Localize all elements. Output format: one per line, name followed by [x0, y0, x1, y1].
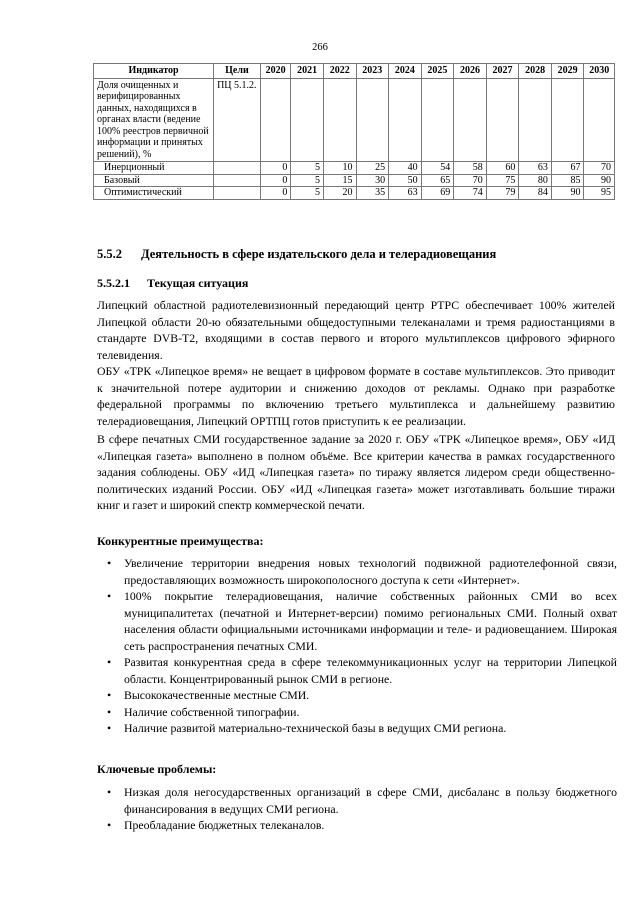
list-item-text: Низкая доля негосударственных организаций в сфере СМИ, дисбаланс в пользу бюджетного финансирования в ведущих СМИ региона.	[124, 785, 617, 816]
bullet-icon: •	[107, 688, 112, 702]
subsection-number: 5.5.2.1	[97, 276, 130, 290]
value-cell: 84	[519, 187, 552, 200]
header-cell: 2020	[260, 64, 291, 79]
bullet-icon: •	[107, 704, 112, 719]
table-row	[94, 162, 615, 175]
empty-cell	[421, 78, 454, 162]
list-item-text: Высококачественные местные СМИ.	[124, 688, 310, 702]
header-cell: 2029	[551, 64, 584, 79]
list-item-text: Увеличение территории внедрения новых технологий подвижной радиотелефонной связи, предоставляющих возможность широкополосного доступа к сети «Интернет».	[124, 556, 617, 587]
value-cell: 75	[486, 174, 519, 187]
value-cell: 90	[584, 174, 615, 187]
empty-cell	[486, 78, 519, 162]
value-cell: 95	[584, 187, 615, 200]
empty-cell	[214, 174, 261, 187]
value-cell: 5	[291, 162, 324, 175]
advantages-heading: Конкурентные преимущества:	[97, 534, 264, 548]
list-item	[97, 555, 617, 588]
page-number: 266	[312, 42, 328, 53]
problems-list	[97, 784, 617, 834]
header-cell: 2030	[584, 64, 615, 79]
empty-cell	[551, 78, 584, 162]
header-cell: 2028	[519, 64, 552, 79]
bullet-icon: •	[107, 818, 112, 832]
problems-heading: Ключевые проблемы:	[97, 762, 217, 776]
bullet-icon: •	[107, 655, 112, 669]
header-cell: 2023	[356, 64, 389, 79]
value-cell: 50	[389, 174, 422, 187]
section-number: 5.5.2	[97, 247, 122, 261]
value-cell: 90	[551, 187, 584, 200]
value-cell: 5	[291, 187, 324, 200]
value-cell: 80	[519, 174, 552, 187]
paragraph: В сфере печатных СМИ государственное задание за 2020 г. ОБУ «ТРК «Липецкое время», ОБУ «ИД «Липецкая газета» выполнено в полном объёме. Все критерии качества в рамках государственного задания соблюдены. ОБУ «ИД «Липецкая газета» по тиражу является лидером среди общественно-политических изданий России. ОБУ «ИД «Липецкая газета» может изготавливать большие тиражи книг и газет и широкий спектр коммерческой печати.	[97, 432, 615, 512]
value-cell: 10	[323, 162, 356, 175]
value-cell: 70	[584, 162, 615, 175]
advantages-list	[97, 555, 617, 737]
list-item-text: 100% покрытие телерадиовещания, наличие собственных районных СМИ во всех муниципалитетах (печатной и Интернет-версии) помимо региональных СМИ. Полный охват населения области официальными источниками информации и теле- и радиовещанием. Широкая сеть распространения печатных СМИ.	[124, 589, 617, 653]
list-item-text: Наличие собственной типографии.	[124, 704, 300, 719]
header-cell: Индикатор	[94, 64, 214, 79]
value-cell: 70	[454, 174, 487, 187]
value-cell: 0	[260, 174, 291, 187]
bullet-icon: •	[107, 785, 112, 799]
empty-cell	[454, 78, 487, 162]
section-title: Деятельность в сфере издательского дела и телерадиовещания	[141, 247, 497, 261]
empty-cell	[214, 187, 261, 200]
indicator-goal: ПЦ 5.1.2.	[214, 78, 261, 162]
value-cell: 67	[551, 162, 584, 175]
value-cell: 15	[323, 174, 356, 187]
empty-cell	[260, 78, 291, 162]
table-row-indicator	[94, 78, 615, 162]
value-cell: 65	[421, 174, 454, 187]
header-cell: Цели	[214, 64, 261, 79]
empty-cell	[584, 78, 615, 162]
value-cell: 0	[260, 187, 291, 200]
value-cell: 63	[519, 162, 552, 175]
bullet-icon: •	[107, 721, 112, 735]
list-item	[97, 704, 617, 721]
bullet-icon: •	[107, 556, 112, 570]
value-cell: 0	[260, 162, 291, 175]
value-cell: 25	[356, 162, 389, 175]
value-cell: 58	[454, 162, 487, 175]
header-cell: 2025	[421, 64, 454, 79]
paragraph: ОБУ «ТРК «Липецкое время» не вещает в цифровом формате в составе мультиплексов. Это приводит к значительной потере аудитории и снижению доходов от рекламы. Однако при разработке федеральной программы по включению третьего мультиплекса и дальнейшему развитию телерадиовещания, Липецкий ОРТПЦ готов приступить к ее реализации.	[97, 364, 615, 428]
subsection-heading	[97, 276, 617, 291]
value-cell: 5	[291, 174, 324, 187]
list-item	[97, 654, 617, 687]
value-cell: 74	[454, 187, 487, 200]
table-row	[94, 174, 615, 187]
list-item	[97, 784, 617, 817]
empty-cell	[323, 78, 356, 162]
value-cell: 35	[356, 187, 389, 200]
bullet-icon: •	[107, 589, 112, 603]
value-cell: 85	[551, 174, 584, 187]
header-cell: 2021	[291, 64, 324, 79]
scenario-name: Оптимистический	[94, 187, 214, 200]
list-item	[97, 817, 617, 834]
scenario-name: Инерционный	[94, 162, 214, 175]
list-item-text: Развитая конкурентная среда в сфере телекоммуникационных услуг на территории Липецкой области. Концентрированный рынок СМИ в регионе.	[124, 655, 617, 686]
header-cell: 2022	[323, 64, 356, 79]
scenario-name: Базовый	[94, 174, 214, 187]
table-header-row	[94, 64, 615, 79]
value-cell: 20	[323, 187, 356, 200]
value-cell: 30	[356, 174, 389, 187]
table-row	[94, 187, 615, 200]
list-item	[97, 588, 617, 654]
list-item-text: Преобладание бюджетных телеканалов.	[124, 818, 325, 832]
value-cell: 54	[421, 162, 454, 175]
indicator-table	[93, 63, 615, 200]
header-cell: 2027	[486, 64, 519, 79]
value-cell: 60	[486, 162, 519, 175]
paragraph: Липецкий областной радиотелевизионный передающий центр РТРС обеспечивает 100% жителей Липецкой области 20-ю обязательными общедоступными телеканалами и тремя радиостанциями в стандарте DVB-T2, входящими в состав первого и второго мультиплексов цифрового эфирного телевидения.	[97, 298, 615, 362]
header-cell: 2024	[389, 64, 422, 79]
list-item	[97, 720, 617, 737]
header-cell: 2026	[454, 64, 487, 79]
empty-cell	[214, 162, 261, 175]
empty-cell	[389, 78, 422, 162]
indicator-name: Доля очищенных и верифицированных данных, находящихся в органах власти (ведение 100% реестров первичной информации и принятых решений), %	[94, 78, 214, 162]
list-item	[97, 687, 617, 704]
subsection-title: Текущая ситуация	[147, 276, 249, 290]
empty-cell	[519, 78, 552, 162]
value-cell: 40	[389, 162, 422, 175]
empty-cell	[356, 78, 389, 162]
list-item-text: Наличие развитой материально-технической базы в ведущих СМИ региона.	[124, 721, 507, 735]
value-cell: 79	[486, 187, 519, 200]
empty-cell	[291, 78, 324, 162]
section-heading	[97, 247, 617, 262]
value-cell: 69	[421, 187, 454, 200]
value-cell: 63	[389, 187, 422, 200]
